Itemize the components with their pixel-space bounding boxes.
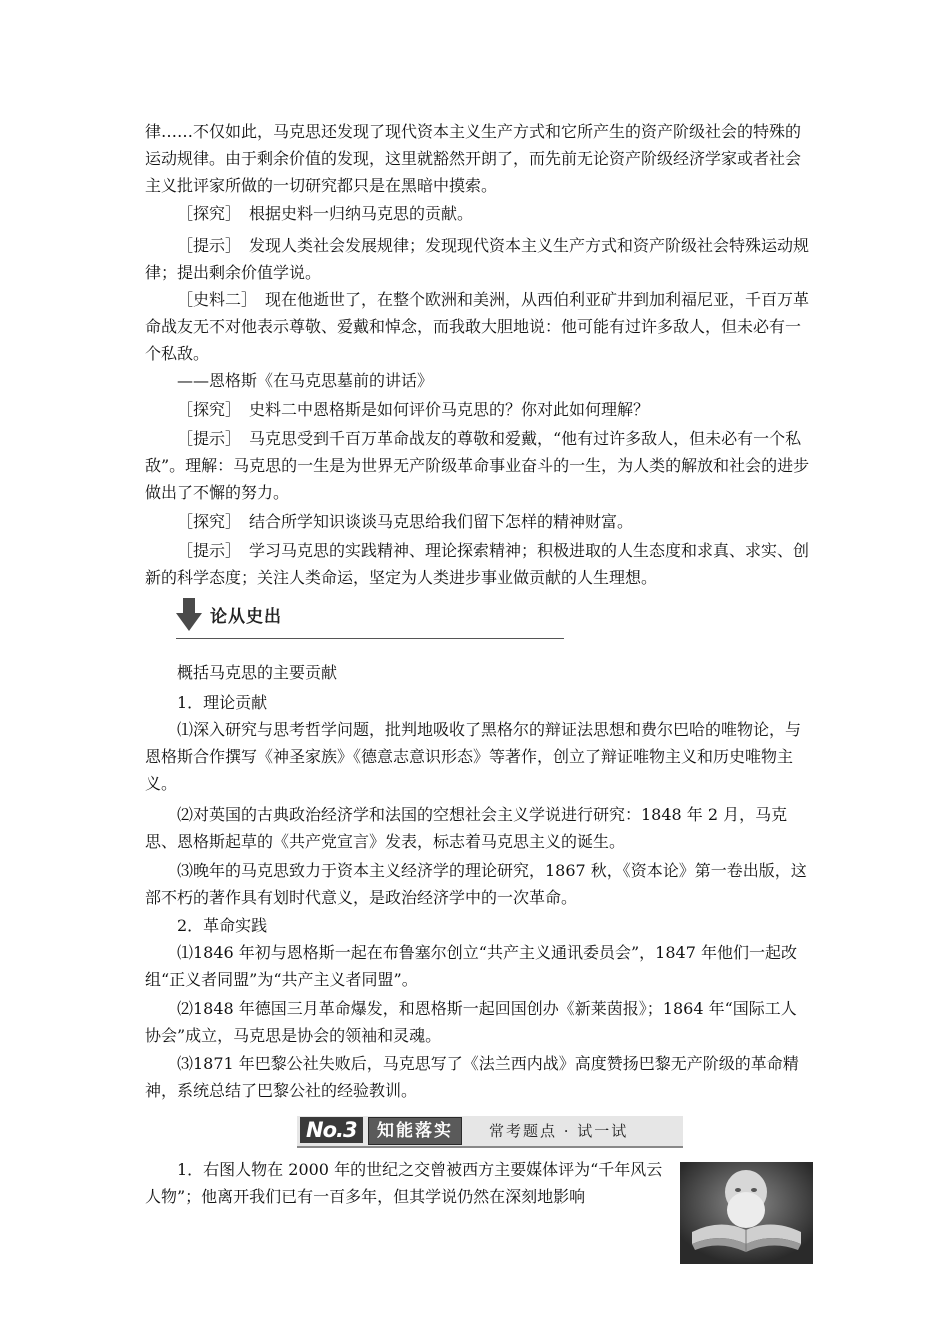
- section-banner: [297, 1116, 683, 1148]
- summary-theory-item-1: ⑴深入研究与思考哲学问题，批判地吸收了黑格尔的辩证法思想和费尔巴哈的唯物论，与恩格斯合作撰写《神圣家族》《德意志意识形态》等著作，创立了辩证唯物主义和历史唯物主义。: [145, 720, 802, 793]
- paragraph-hint-1: ［提示］ 发现人类社会发展规律；发现现代资本主义生产方式和资产阶级社会特殊运动规律；提出剩余价值学说。: [145, 236, 810, 282]
- portrait-illustration: [680, 1162, 813, 1264]
- summary-practice-item-3: ⑶1871 年巴黎公社失败后，马克思写了《法兰西内战》高度赞扬巴黎无产阶级的革命精神，系统总结了巴黎公社的经验教训。: [145, 1054, 799, 1100]
- paragraph-explore-2: ［探究］ 史料二中恩格斯是如何评价马克思的？你对此如何理解？: [177, 400, 650, 419]
- paragraph-hint-3: ［提示］ 学习马克思的实践精神、理论探索精神；积极进取的人生态度和求真、求实、创新的科学态度；关注人类命运，坚定为人类进步事业做贡献的人生理想。: [145, 541, 810, 587]
- question-1: 1．右图人物在 2000 年的世纪之交曾被西方主要媒体评为“千年风云人物”；他离开我们已有一百多年，但其学说仍然在深刻地影响: [145, 1160, 663, 1206]
- summary-practice-heading: 2．革命实践: [177, 916, 268, 935]
- paragraph-source-one-end: 律……不仅如此，马克思还发现了现代资本主义生产方式和它所产生的资产阶级社会的特殊的运动规律。由于剩余价值的发现，这里就豁然开朗了，而先前无论资产阶级经济学家或者社会主义批评家所做的一切研究都只是在黑暗中摸索。: [145, 122, 802, 195]
- paragraph-citation: ——恩格斯《在马克思墓前的讲话》: [177, 371, 434, 390]
- marx-portrait-image: [680, 1162, 813, 1264]
- summary-practice-item-2: ⑵1848 年德国三月革命爆发，和恩格斯一起回国创办《新莱茵报》；1864 年“国际工人协会”成立，马克思是协会的领袖和灵魂。: [145, 999, 797, 1045]
- banner-subtitle: 常考题点 · 试一试: [489, 1122, 629, 1140]
- paragraph-source-two: ［史料二］ 现在他逝世了，在整个欧洲和美洲，从西伯利亚矿井到加利福尼亚，千百万革命战友无不对他表示尊敬、爱戴和悼念，而我敢大胆地说：他可能有过许多敌人，但未必有一个私敌。: [145, 290, 810, 363]
- down-arrow-icon: [176, 598, 202, 632]
- section-header: [176, 598, 576, 648]
- paragraph-hint-2: ［提示］ 马克思受到千百万革命战友的尊敬和爱戴，“他有过许多敌人，但未必有一个私敌”。理解：马克思的一生是为世界无产阶级革命事业奋斗的一生，为人类的解放和社会的进步做出了不懈的努力。: [145, 429, 810, 502]
- banner-number: No.3: [300, 1117, 363, 1143]
- summary-theory-item-3: ⑶晚年的马克思致力于资本主义经济学的理论研究，1867 秋，《资本论》第一卷出版，这部不朽的著作具有划时代意义，是政治经济学中的一次革命。: [145, 861, 807, 907]
- summary-heading: 概括马克思的主要贡献: [177, 663, 338, 682]
- summary-theory-heading: 1．理论贡献: [177, 693, 268, 712]
- summary-practice-item-1: ⑴1846 年初与恩格斯一起在布鲁塞尔创立“共产主义通讯委员会”，1847 年他们一起改组“正义者同盟”为“共产主义者同盟”。: [145, 943, 797, 989]
- section-title: 论从史出: [210, 607, 282, 627]
- paragraph-explore-1: ［探究］ 根据史料一归纳马克思的贡献。: [177, 204, 474, 223]
- section-divider: [176, 638, 564, 639]
- banner-title: 知能落实: [368, 1117, 462, 1145]
- summary-theory-item-2: ⑵对英国的古典政治经济学和法国的空想社会主义学说进行研究：1848 年 2 月，马克思、恩格斯起草的《共产党宣言》发表，标志着马克思主义的诞生。: [145, 805, 788, 851]
- paragraph-explore-3: ［探究］ 结合所学知识谈谈马克思给我们留下怎样的精神财富。: [177, 512, 634, 531]
